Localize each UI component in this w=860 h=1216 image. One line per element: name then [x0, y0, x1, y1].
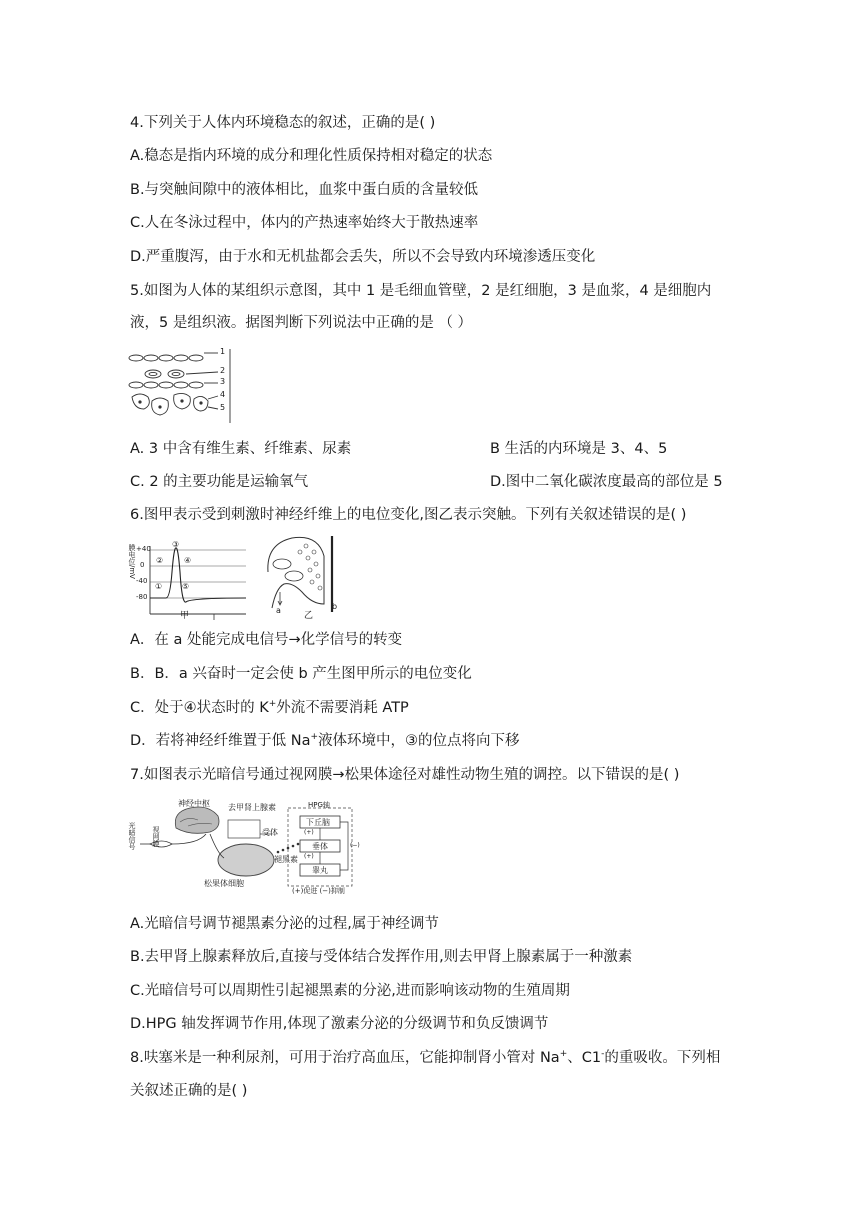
membrane-potential-graph [128, 542, 250, 622]
q5-option-b: B 生活的内环境是 3、4、5 [490, 441, 668, 457]
graph-caption-jia: 甲 [180, 611, 190, 621]
q7-option-c: C.光暗信号可以周期性引起褪黑素的分泌,进而影响该动物的生殖周期 [130, 983, 570, 999]
marker-5: ⑤ [182, 582, 190, 591]
label-receptor: 受体 [262, 828, 278, 837]
q4-option-b: B.与突触间隙中的液体相比，血浆中蛋白质的含量较低 [130, 182, 479, 198]
label-retina: 视网膜 [152, 826, 160, 847]
marker-3: ③ [172, 540, 180, 549]
sign-minus: (−) [350, 842, 360, 849]
marker-2: ② [156, 556, 164, 565]
label-pineal-cell: 松果体细胞 [204, 879, 244, 888]
q6-stem: 6.图甲表示受到刺激时神经纤维上的电位变化,图乙表示突触。下列有关叙述错误的是( ) [130, 507, 687, 523]
label-light-signal: 光暗信号 [128, 822, 136, 850]
q4-option-c: C.人在冬泳过程中，体内的产热速率始终大于散热速率 [130, 215, 479, 231]
q4-option-a: A.稳态是指内环境的成分和理化性质保持相对稳定的状态 [130, 148, 493, 164]
q6-option-d: D．若将神经纤维置于低 Na+液体环境中，③的位点将向下移 [130, 732, 520, 749]
tissue-label-5: 5 [220, 403, 226, 412]
graph-y-label: 膜电位/mV [128, 544, 136, 579]
q8-stem-line1: 8.呋塞米是一种利尿剂，可用于治疗高血压，它能抑制肾小管对 Na+、C1-的重吸收。下列相 [130, 1049, 721, 1066]
q5-stem-line2: 液，5 是组织液。据图判断下列说法中正确的是 （ ） [130, 315, 473, 331]
label-hpg-axis: HPG轴 [308, 801, 330, 809]
synapse-label-a: a [276, 606, 281, 615]
synapse-label-b: b [332, 602, 338, 611]
tissue-label-1: 1 [220, 347, 226, 356]
diagram-legend: (+)促进 (−)抑制 [292, 887, 345, 895]
q5-option-c: C. 2 的主要功能是运输氧气 [130, 474, 309, 490]
box-testis: 睾丸 [312, 866, 328, 875]
q5-stem-line1: 5.如图为人体的某组织示意图，其中 1 是毛细血管壁，2 是红细胞，3 是血浆，4 是细胞内 [130, 283, 712, 299]
q8-stem-line2: 关叙述正确的是( ) [130, 1083, 248, 1099]
q5-option-d: D.图中二氧化碳浓度最高的部位是 5 [490, 474, 723, 490]
pineal-regulation-diagram [128, 798, 363, 896]
synapse-diagram [262, 532, 340, 622]
tissue-label-2: 2 [220, 366, 226, 375]
q6-option-a: A．在 a 处能完成电信号→化学信号的转变 [130, 632, 403, 648]
q6-option-b: B．B．a 兴奋时一定会使 b 产生图甲所示的电位变化 [130, 666, 472, 682]
label-norepinephrine: 去甲肾上腺素 [228, 803, 276, 812]
q7-option-a: A.光暗信号调节褪黑素分泌的过程,属于神经调节 [130, 916, 439, 932]
q5-option-a: A. 3 中含有维生素、纤维素、尿素 [130, 441, 352, 457]
marker-1: ① [155, 582, 163, 591]
sign-plus-1: (+) [304, 829, 314, 836]
box-pituitary: 垂体 [312, 842, 328, 851]
label-melatonin: 褪黑素 [274, 855, 298, 864]
marker-4: ④ [184, 556, 192, 565]
tissue-label-3: 3 [220, 377, 226, 386]
label-nerve-center: 神经中枢 [178, 799, 210, 808]
q6-option-c: C．处于④状态时的 K+外流不需要消耗 ATP [130, 699, 409, 716]
tick-0: 0 [140, 561, 145, 569]
synapse-caption-yi: 乙 [304, 611, 314, 621]
q7-option-b: B.去甲肾上腺素释放后,直接与受体结合发挥作用,则去甲肾上腺素属于一种激素 [130, 949, 633, 965]
tick-minus80: -80 [136, 593, 148, 601]
tissue-diagram [126, 347, 238, 425]
q4-option-d: D.严重腹泻，由于水和无机盐都会丢失，所以不会导致内环境渗透压变化 [130, 249, 596, 265]
sign-plus-2: (+) [304, 853, 314, 860]
tick-minus40: -40 [136, 577, 148, 585]
q4-stem: 4.下列关于人体内环境稳态的叙述，正确的是( ) [130, 115, 436, 131]
box-hypothalamus: 下丘脑 [306, 818, 330, 827]
tick-plus40: +40 [136, 545, 151, 553]
q7-option-d: D.HPG 轴发挥调节作用,体现了激素分泌的分级调节和负反馈调节 [130, 1016, 549, 1032]
tissue-label-4: 4 [220, 390, 226, 399]
q7-stem: 7.如图表示光暗信号通过视网膜→松果体途径对雄性动物生殖的调控。以下错误的是( ) [130, 767, 680, 783]
